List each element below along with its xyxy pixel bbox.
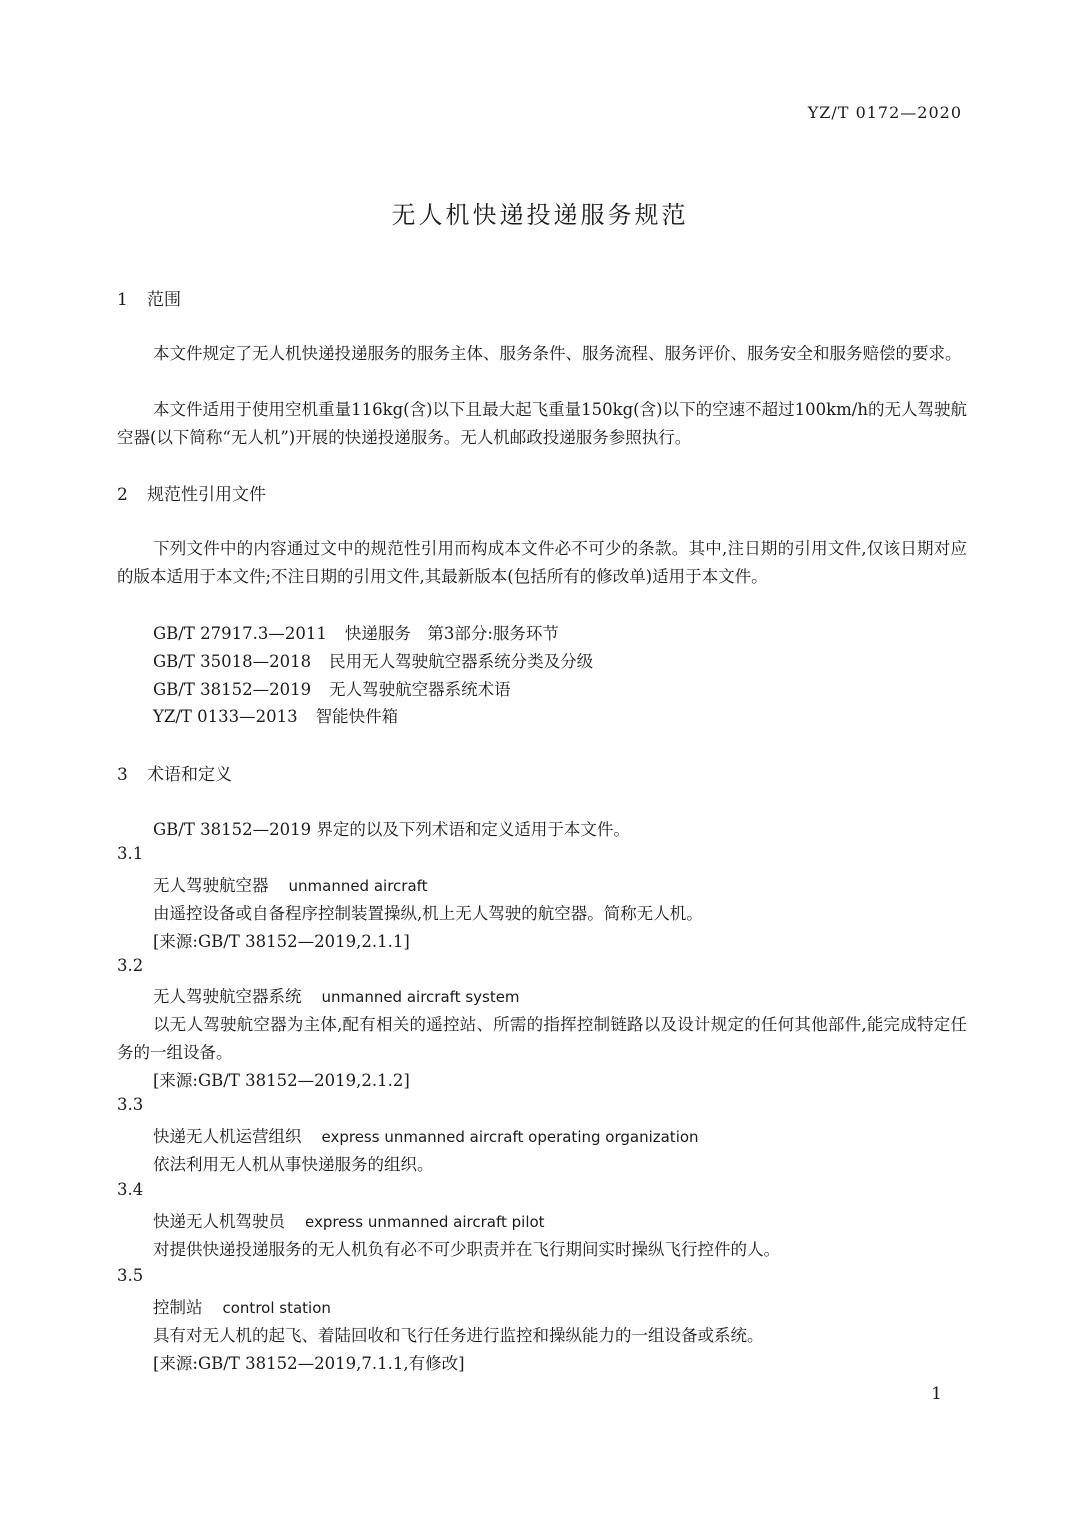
term-number: 3.2 xyxy=(117,956,144,975)
term-definition: 对提供快递投递服务的无人机负有必不可少职责并在飞行期间实时操纵飞行控件的人。 xyxy=(153,1240,780,1259)
reference-item xyxy=(153,703,398,727)
term-definition: 以无人驾驶航空器为主体,配有相关的遥控站、所需的指挥控制链路以及设计规定的任何其他部件,能完成特定任务的一组设备。 xyxy=(117,1015,967,1062)
section-title: 范围 xyxy=(147,290,181,310)
reference-title: 民用无人驾驶航空器系统分类及分级 xyxy=(329,652,594,671)
reference-item xyxy=(153,676,511,700)
term-en: express unmanned aircraft pilot xyxy=(305,1213,545,1231)
section-number: 1 xyxy=(117,290,128,310)
term-en: express unmanned aircraft operating organization xyxy=(321,1128,699,1146)
section-1-heading xyxy=(117,285,181,310)
paragraph: 本文件适用于使用空机重量116kg(含)以下且最大起飞重量150kg(含)以下的空速不超过100km/h的无人驾驶航空器(以下简称“无人机”)开展的快递投递服务。无人机邮政投递服务参照执行。 xyxy=(117,400,967,447)
term-en: unmanned aircraft system xyxy=(321,988,520,1006)
standard-code: YZ/T 0172—2020 xyxy=(807,103,962,122)
term-en: control station xyxy=(222,1299,331,1317)
term-zh: 快递无人机运营组织 xyxy=(153,1127,302,1146)
term-source: [来源:GB/T 38152—2019,7.1.1,有修改] xyxy=(153,1354,465,1373)
section-3-heading xyxy=(117,760,232,785)
term-en: unmanned aircraft xyxy=(288,877,428,895)
reference-title: 无人驾驶航空器系统术语 xyxy=(329,680,511,699)
section-number: 2 xyxy=(117,485,128,505)
paragraph: 本文件规定了无人机快递投递服务的服务主体、服务条件、服务流程、服务评价、服务安全和服务赔偿的要求。 xyxy=(153,344,962,363)
page-number: 1 xyxy=(931,1384,942,1404)
term-heading xyxy=(153,872,428,896)
section-number: 3 xyxy=(117,765,128,785)
term-heading xyxy=(153,1208,545,1232)
section-2-heading xyxy=(117,480,266,505)
paragraph: 下列文件中的内容通过文中的规范性引用而构成本文件必不可少的条款。其中,注日期的引用文件,仅该日期对应的版本适用于本文件;不注日期的引用文件,其最新版本(包括所有的修改单)适用于本文件。 xyxy=(117,539,967,586)
term-number: 3.5 xyxy=(117,1266,144,1285)
term-zh: 无人驾驶航空器系统 xyxy=(153,987,302,1006)
reference-code: GB/T 27917.3—2011 xyxy=(153,624,327,643)
term-heading xyxy=(153,983,520,1007)
reference-item xyxy=(153,620,559,644)
reference-title: 快递服务 第3部分:服务环节 xyxy=(344,624,559,643)
term-number: 3.3 xyxy=(117,1095,144,1114)
term-zh: 无人驾驶航空器 xyxy=(153,876,269,895)
reference-code: GB/T 38152—2019 xyxy=(153,680,312,699)
term-zh: 控制站 xyxy=(153,1298,203,1317)
term-definition: 依法利用无人机从事快递服务的组织。 xyxy=(153,1155,434,1174)
reference-code: GB/T 35018—2018 xyxy=(153,652,312,671)
reference-code: YZ/T 0133—2013 xyxy=(153,707,298,726)
document-title: 无人机快递投递服务规范 xyxy=(391,201,689,229)
term-source: [来源:GB/T 38152—2019,2.1.1] xyxy=(153,932,410,951)
reference-title: 智能快件箱 xyxy=(315,707,399,726)
section-title: 术语和定义 xyxy=(147,765,232,785)
term-number: 3.4 xyxy=(117,1180,144,1199)
term-heading xyxy=(153,1294,331,1318)
section-intro: GB/T 38152—2019 界定的以及下列术语和定义适用于本文件。 xyxy=(153,820,630,839)
term-number: 3.1 xyxy=(117,844,144,863)
term-zh: 快递无人机驾驶员 xyxy=(153,1212,285,1231)
reference-item xyxy=(153,648,593,672)
section-title: 规范性引用文件 xyxy=(147,485,266,505)
term-definition: 具有对无人机的起飞、着陆回收和飞行任务进行监控和操纵能力的一组设备或系统。 xyxy=(153,1326,764,1345)
term-source: [来源:GB/T 38152—2019,2.1.2] xyxy=(153,1071,410,1090)
term-definition: 由遥控设备或自备程序控制装置操纵,机上无人驾驶的航空器。简称无人机。 xyxy=(153,904,703,923)
term-heading xyxy=(153,1123,699,1147)
